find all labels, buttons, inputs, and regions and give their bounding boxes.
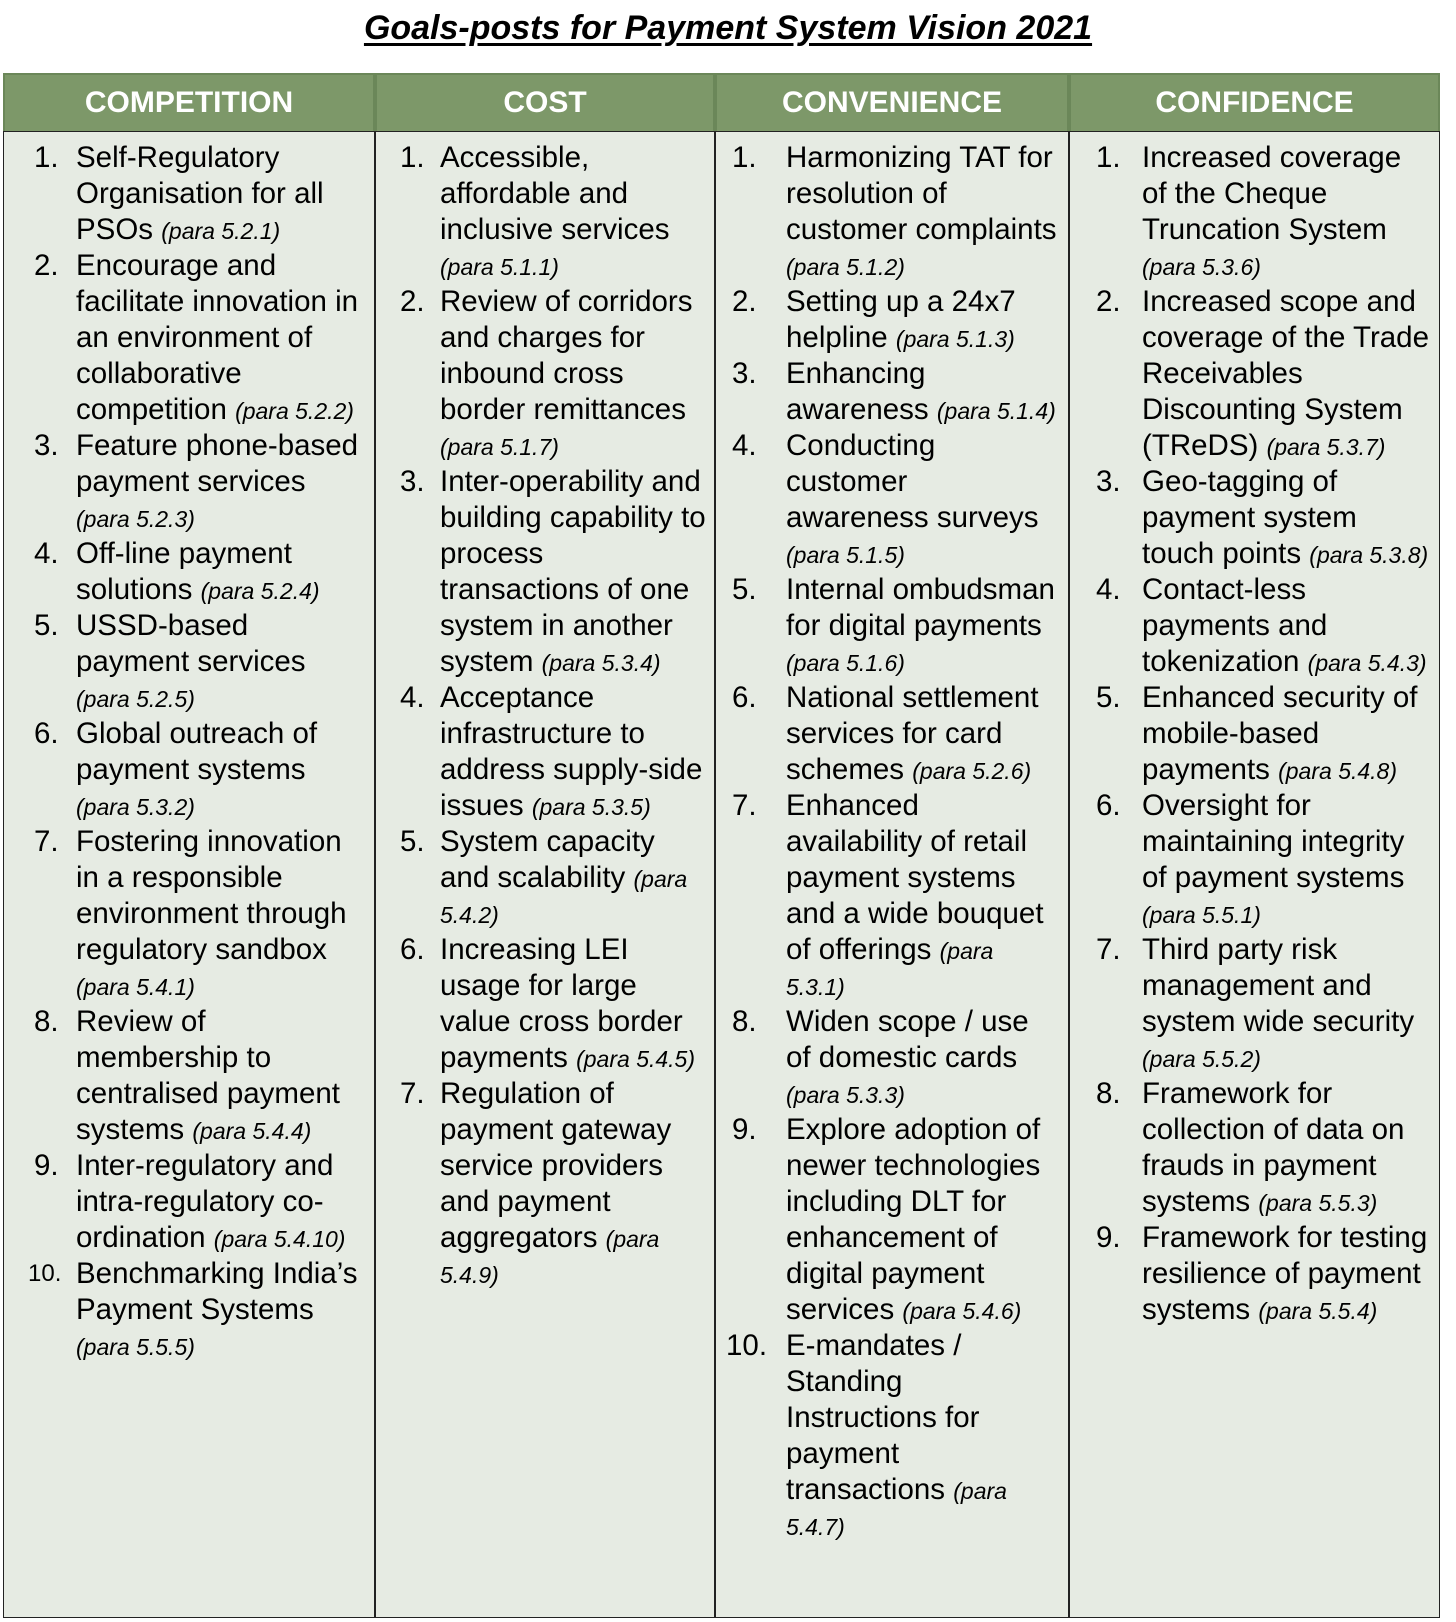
list-item [376,284,706,464]
item-number: 2. [732,285,757,318]
item-text: National settlement services for card schemes [786,681,1039,786]
item-text: Third party risk management and system wide security [1142,933,1415,1038]
column-confidence [1069,131,1440,1618]
item-number: 4. [732,429,757,462]
item-para-reference: (para 5.2.6) [912,758,1032,784]
cost-list [376,132,714,1292]
item-number: 4. [1096,573,1121,606]
item-para-reference: (para 5.1.3) [895,326,1015,352]
item-para-reference: (para 5.3.1) [786,938,994,1000]
item-para-reference: (para 5.4.7) [786,1478,1007,1540]
item-text: Harmonizing TAT for resolution of customer complaints [786,141,1057,246]
item-number: 3. [1096,465,1121,498]
header-cost: COST [375,73,715,133]
item-para-reference: (para 5.2.1) [161,218,281,244]
competition-list [4,132,374,1364]
list-item [716,428,1058,572]
item-para-reference: (para 5.1.5) [786,542,905,568]
item-number: 8. [1096,1077,1121,1110]
item-text: Enhancing awareness [786,357,929,426]
list-item [376,680,706,824]
item-para-reference: (para 5.5.5) [76,1334,195,1360]
item-number: 7. [732,789,757,822]
item-text: Conducting customer awareness surveys [786,429,1039,534]
item-number: 6. [34,717,59,750]
item-text: Enhanced security of mobile-based payments [1142,681,1418,786]
item-para-reference: (para 5.1.2) [786,254,905,280]
item-number: 9. [34,1149,59,1182]
item-number: 10. [726,1329,768,1362]
item-text: Contact-less payments and tokenization [1142,573,1328,678]
list-item [1070,1220,1429,1328]
list-item [1070,788,1429,932]
list-item [376,464,706,680]
item-text: Widen scope / use of domestic cards [786,1005,1029,1074]
item-para-reference: (para 5.4.2) [440,866,688,928]
item-para-reference: (para 5.4.10) [213,1226,346,1252]
item-para-reference: (para 5.3.8) [1309,542,1429,568]
header-convenience: CONVENIENCE [715,73,1069,133]
item-text: Benchmarking India’s Payment Systems [76,1257,358,1326]
list-item [376,824,706,932]
item-para-reference: (para 5.4.8) [1278,758,1398,784]
item-number: 7. [1096,933,1121,966]
item-text: Geo-tagging of payment system touch points [1142,465,1357,570]
item-para-reference: (para 5.3.6) [1142,254,1261,280]
item-para-reference: (para 5.1.4) [936,398,1056,424]
item-number: 6. [732,681,757,714]
item-number: 4. [400,681,425,714]
list-item [376,1076,706,1292]
item-para-reference: (para 5.2.2) [235,398,354,424]
item-number: 3. [34,429,59,462]
list-item [4,536,360,608]
item-text: Increasing LEI usage for large value cross border payments [440,933,683,1074]
header-confidence: CONFIDENCE [1069,73,1440,133]
list-item [1070,680,1429,788]
item-number: 5. [34,609,59,642]
item-text: Increased scope and coverage of the Trade Receivables Discounting System (TReDS) [1142,285,1429,462]
list-item [716,1328,1058,1544]
list-item [4,428,360,536]
item-text: Internal ombudsman for digital payments [786,573,1055,642]
item-number: 1. [34,141,59,174]
item-para-reference: (para 5.4.6) [902,1298,1022,1324]
item-text: USSD-based payment services [76,609,306,678]
item-number: 6. [400,933,425,966]
item-para-reference: (para 5.2.3) [76,506,195,532]
item-text: Explore adoption of newer technologies including DLT for enhancement of digital payment services [786,1113,1041,1326]
item-para-reference: (para 5.3.7) [1266,434,1386,460]
item-number: 1. [732,141,757,174]
item-number: 9. [1096,1221,1121,1254]
list-item [4,824,360,1004]
list-item [716,284,1058,356]
item-number: 4. [34,537,59,570]
list-item [716,356,1058,428]
list-item [716,1112,1058,1328]
item-number: 10. [28,1260,62,1287]
item-text: Off-line payment solutions [76,537,292,606]
list-item [1070,464,1429,572]
item-text: Enhanced availability of retail payment systems and a wide bouquet of offerings [786,789,1044,966]
item-text: Regulation of payment gateway service providers and payment aggregators [440,1077,672,1254]
list-item [716,140,1058,284]
item-para-reference: (para 5.1.1) [440,254,559,280]
item-text: Review of corridors and charges for inbound cross border remittances [440,285,693,426]
convenience-list [716,132,1068,1544]
list-item [716,788,1058,1004]
item-para-reference: (para 5.1.7) [440,434,559,460]
column-competition [3,131,375,1618]
item-number: 2. [400,285,425,318]
item-text: System capacity and scalability [440,825,655,894]
item-number: 7. [400,1077,425,1110]
item-para-reference: (para 5.2.4) [200,578,320,604]
item-text: Encourage and facilitate innovation in an environment of collaborative competition [76,249,359,426]
column-convenience [715,131,1069,1618]
item-number: 1. [1096,141,1121,174]
item-number: 5. [400,825,425,858]
list-item [4,1148,360,1256]
item-text: Inter-operability and building capability to process transactions of one system in another system [440,465,706,678]
item-number: 5. [1096,681,1121,714]
item-number: 3. [400,465,425,498]
item-para-reference: (para 5.5.1) [1142,902,1261,928]
item-para-reference: (para 5.4.4) [192,1118,312,1144]
item-text: Inter-regulatory and intra-regulatory co-ordination [76,1149,334,1254]
item-para-reference: (para 5.3.3) [786,1082,905,1108]
item-para-reference: (para 5.5.3) [1258,1190,1378,1216]
item-text: Framework for collection of data on frauds in payment systems [1142,1077,1405,1218]
item-para-reference: (para 5.3.4) [541,650,661,676]
item-para-reference: (para 5.5.2) [1142,1046,1261,1072]
item-number: 1. [400,141,425,174]
list-item [1070,1076,1429,1220]
item-number: 8. [34,1005,59,1038]
item-number: 5. [732,573,757,606]
list-item [4,140,360,248]
confidence-list [1070,132,1439,1328]
goalposts-table [3,73,1440,1618]
item-para-reference: (para 5.4.1) [76,974,195,1000]
item-para-reference: (para 5.2.5) [76,686,195,712]
list-item [1070,932,1429,1076]
list-item [4,248,360,428]
list-item [4,1256,360,1364]
item-text: Framework for testing resilience of payment systems [1142,1221,1428,1326]
item-number: 6. [1096,789,1121,822]
list-item [376,140,706,284]
item-text: Review of membership to centralised payment systems [76,1005,341,1146]
list-item [4,716,360,824]
list-item [716,572,1058,680]
list-item [716,1004,1058,1112]
item-text: E-mandates / Standing Instructions for payment transactions [786,1329,980,1506]
item-number: 2. [1096,285,1121,318]
list-item [376,932,706,1076]
item-number: 2. [34,249,59,282]
item-text: Feature phone-based payment services [76,429,359,498]
item-number: 7. [34,825,59,858]
list-item [1070,572,1429,680]
item-number: 9. [732,1113,757,1146]
list-item [4,608,360,716]
column-cost [375,131,715,1618]
list-item [4,1004,360,1148]
item-para-reference: (para 5.4.9) [440,1226,660,1288]
item-para-reference: (para 5.3.2) [76,794,195,820]
item-text: Acceptance infrastructure to address supply-side issues [440,681,703,822]
header-competition: COMPETITION [3,73,375,133]
page-title: Goals-posts for Payment System Vision 2021 [363,9,1093,47]
item-text: Increased coverage of the Cheque Truncation System [1142,141,1402,246]
item-text: Oversight for maintaining integrity of payment systems [1142,789,1405,894]
list-item [716,680,1058,788]
item-text: Global outreach of payment systems [76,717,318,786]
item-number: 8. [732,1005,757,1038]
item-para-reference: (para 5.4.5) [576,1046,696,1072]
item-text: Accessible, affordable and inclusive services [440,141,670,246]
list-item [1070,140,1429,284]
item-text: Fostering innovation in a responsible environment through regulatory sandbox [76,825,347,966]
item-para-reference: (para 5.1.6) [786,650,905,676]
item-number: 3. [732,357,757,390]
item-para-reference: (para 5.5.4) [1258,1298,1378,1324]
list-item [1070,284,1429,464]
item-para-reference: (para 5.4.3) [1307,650,1427,676]
item-para-reference: (para 5.3.5) [531,794,651,820]
item-text: Self-Regulatory Organisation for all PSOs [76,141,324,246]
item-text: Setting up a 24x7 helpline [786,285,1016,354]
